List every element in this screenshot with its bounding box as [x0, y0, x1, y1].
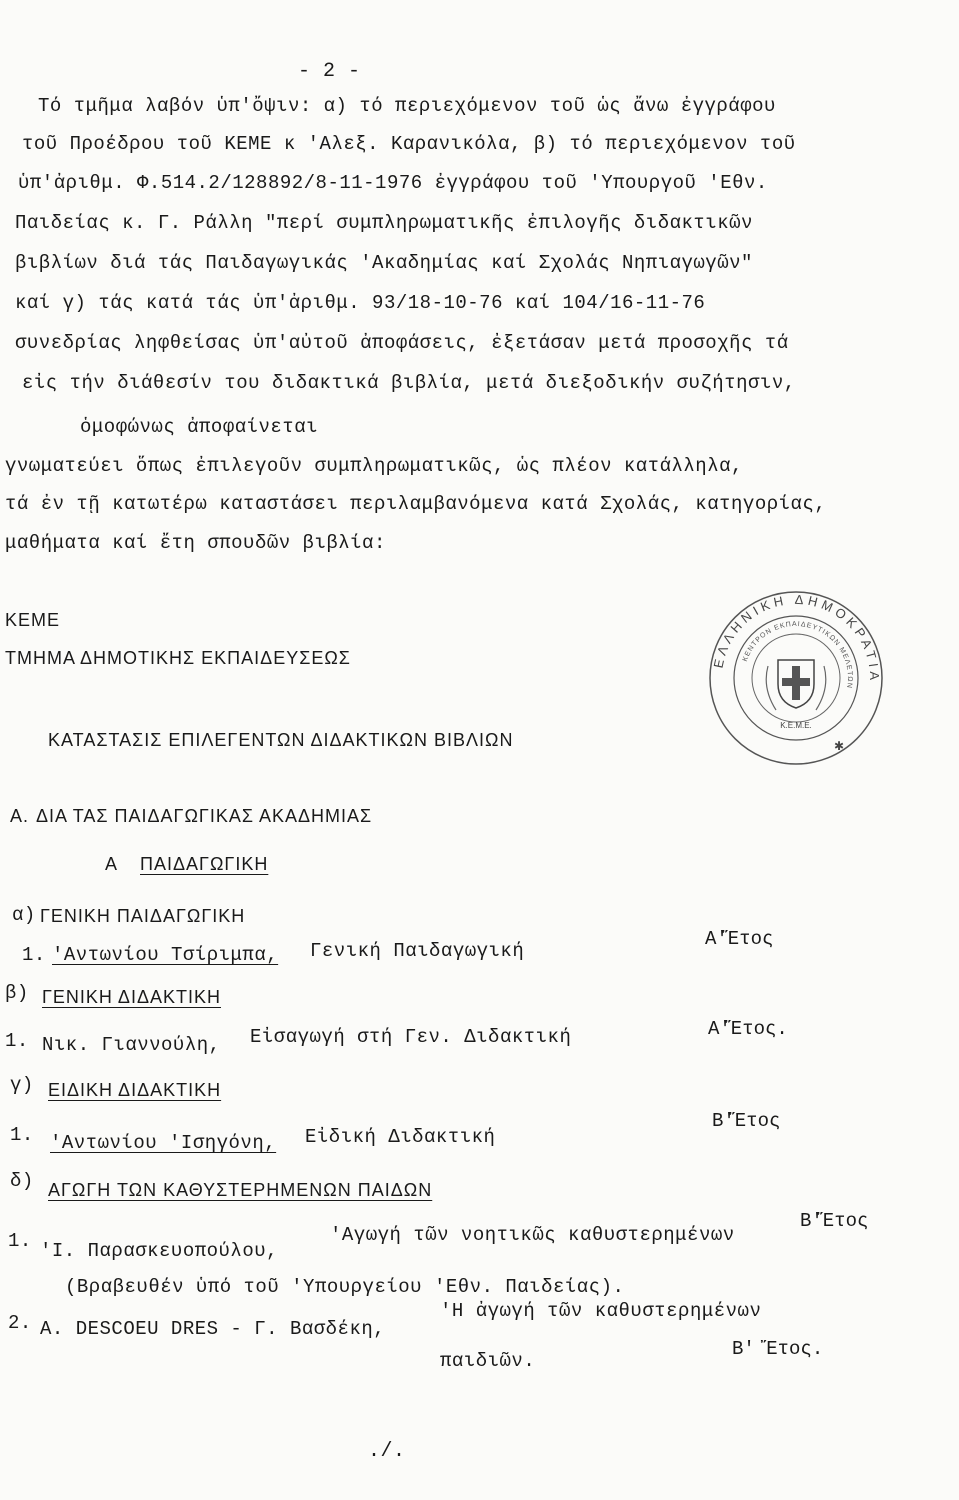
subsection-marker: Α — [105, 854, 119, 874]
book-author: Νικ. Γιαννούλη, — [42, 1034, 221, 1056]
book-title: Γενική Παιδαγωγική — [310, 940, 525, 962]
body-line-7: συνεδρίας ληφθείσας ὑπ'αὐτοῦ ἀποφάσεις, ἐξετάσαν μετά προσοχῆς τά — [15, 332, 789, 354]
book-year: Α'Ἔτος. — [708, 1018, 788, 1040]
body-line-8: εἰς τήν διάθεσίν του διδακτικά βιβλία, μετά διεξοδικήν συζήτησιν, — [22, 372, 796, 394]
list-title: ΚΑΤΑΣΤΑΣΙΣ ΕΠΙΛΕΓΕΝΤΩΝ ΔΙΔΑΚΤΙΚΩΝ ΒΙΒΛΙΩΝ — [48, 730, 514, 750]
book-title: Εἰδική Διδακτική — [305, 1126, 496, 1148]
book-title: Εἰσαγωγή στή Γεν. Διδακτική — [250, 1026, 572, 1048]
book-year: Α'Ἔτος — [705, 928, 774, 950]
book-number: 1. — [8, 1230, 32, 1252]
category-marker: β) — [5, 982, 29, 1004]
category-title: ΕΙΔΙΚΗ ΔΙΔΑΚΤΙΚΗ — [48, 1080, 222, 1100]
book-title: 'Αγωγή τῶν νοητικῶς καθυστερημένων — [330, 1224, 735, 1246]
subsection-title: ΠΑΙΔΑΓΩΓΙΚΗ — [140, 854, 269, 874]
footer-mark: ./. — [368, 1440, 406, 1463]
book-number: 2. — [8, 1312, 32, 1334]
stamp-inner-text: ΚΕΝΤΡΟΝ ΕΚΠΑΙΔΕΥΤΙΚΩΝ ΜΕΛΕΤΩΝ — [741, 620, 854, 690]
section-title: ΔΙΑ ΤΑΣ ΠΑΙΔΑΓΩΓΙΚΑΣ ΑΚΑΔΗΜΙΑΣ — [36, 806, 373, 826]
page-number: - 2 - — [298, 60, 361, 83]
category-marker: γ) — [10, 1074, 34, 1096]
decision-heading: ὁμοφώνως ἀποφαίνεται — [80, 416, 319, 438]
book-year: Β' Ἔτος. — [732, 1338, 824, 1360]
book-author: Α. DESCOEU DRES - Γ. Βασδέκη, — [40, 1318, 386, 1340]
decision-line-1: γνωματεύει ὅπως ἐπιλεγοῦν συμπληρωματικῶς, ὡς πλέον κατάλληλα, — [5, 455, 743, 477]
category-marker: δ) — [10, 1170, 34, 1192]
book-author: 'Ι. Παρασκευοπούλου, — [40, 1240, 279, 1262]
department: ΤΜΗΜΑ ΔΗΜΟΤΙΚΗΣ ΕΚΠΑΙΔΕΥΣΕΩΣ — [5, 648, 351, 668]
book-number: 1. — [22, 944, 46, 966]
category-title: ΑΓΩΓΗ ΤΩΝ ΚΑΘΥΣΤΕΡΗΜΕΝΩΝ ΠΑΙΔΩΝ — [48, 1180, 433, 1200]
book-number: 1. — [5, 1030, 29, 1052]
official-stamp — [706, 588, 886, 768]
category-title: ΓΕΝΙΚΗ ΠΑΙΔΑΓΩΓΙΚΗ — [40, 906, 246, 926]
body-line-4: Παιδείας κ. Γ. Ράλλη "περί συμπληρωματικῆς ἐπιλογῆς διδακτικῶν — [15, 212, 753, 234]
stamp-seal-icon — [706, 588, 886, 768]
book-title: 'Η ἀγωγή τῶν καθυστερημένων — [440, 1300, 762, 1322]
stamp-star-icon: ✱ — [834, 739, 845, 753]
book-note: (Βραβευθέν ὑπό τοῦ 'Υπουργείου 'Εθν. Παιδείας). — [65, 1276, 625, 1298]
body-line-3: ὑπ'ἀριθμ. Φ.514.2/128892/8-11-1976 ἐγγράφου τοῦ 'Υπουργοῦ 'Εθν. — [18, 172, 768, 194]
book-number: 1. — [10, 1124, 34, 1146]
body-line-6: καί γ) τάς κατά τάς ὑπ'ἀριθμ. 93/18-10-76 καί 104/16-11-76 — [15, 292, 706, 314]
book-author: 'Αντωνίου Τσίριμπα, — [52, 944, 279, 966]
book-title-continued: παιδιῶν. — [440, 1350, 536, 1372]
category-marker: α) — [12, 904, 36, 926]
decision-line-3: μαθήματα καί ἔτη σπουδῶν βιβλία: — [5, 532, 386, 554]
book-year: Β'Ἔτος — [712, 1110, 781, 1132]
org-name: ΚΕΜΕ — [5, 610, 61, 630]
stamp-outer-text: ΕΛΛΗΝΙΚΗ ΔΗΜΟΚΡΑΤΙΑ — [710, 591, 883, 685]
book-author: 'Αντωνίου 'Ισηγόνη, — [50, 1132, 277, 1154]
book-year: Β'Ἔτος — [800, 1210, 869, 1232]
body-line-5: βιβλίων διά τάς Παιδαγωγικάς 'Ακαδημίας καί Σχολάς Νηπιαγωγῶν" — [15, 252, 753, 274]
section-marker: Α. — [10, 806, 30, 826]
stamp-bottom-text: Κ.Ε.Μ.Ε. — [780, 721, 812, 730]
category-title: ΓΕΝΙΚΗ ΔΙΔΑΚΤΙΚΗ — [42, 987, 221, 1007]
decision-line-2: τά ἐν τῇ κατωτέρω καταστάσει περιλαμβανόμενα κατά Σχολάς, κατηγορίας, — [5, 493, 827, 515]
body-line-1: Τό τμῆμα λαβόν ὑπ'ὄψιν: α) τό περιεχόμενον τοῦ ὡς ἄνω ἐγγράφου — [38, 95, 776, 117]
body-line-2: τοῦ Προέδρου τοῦ ΚΕΜΕ κ 'Αλεξ. Καρανικόλα, β) τό περιεχόμενον τοῦ — [22, 133, 796, 155]
